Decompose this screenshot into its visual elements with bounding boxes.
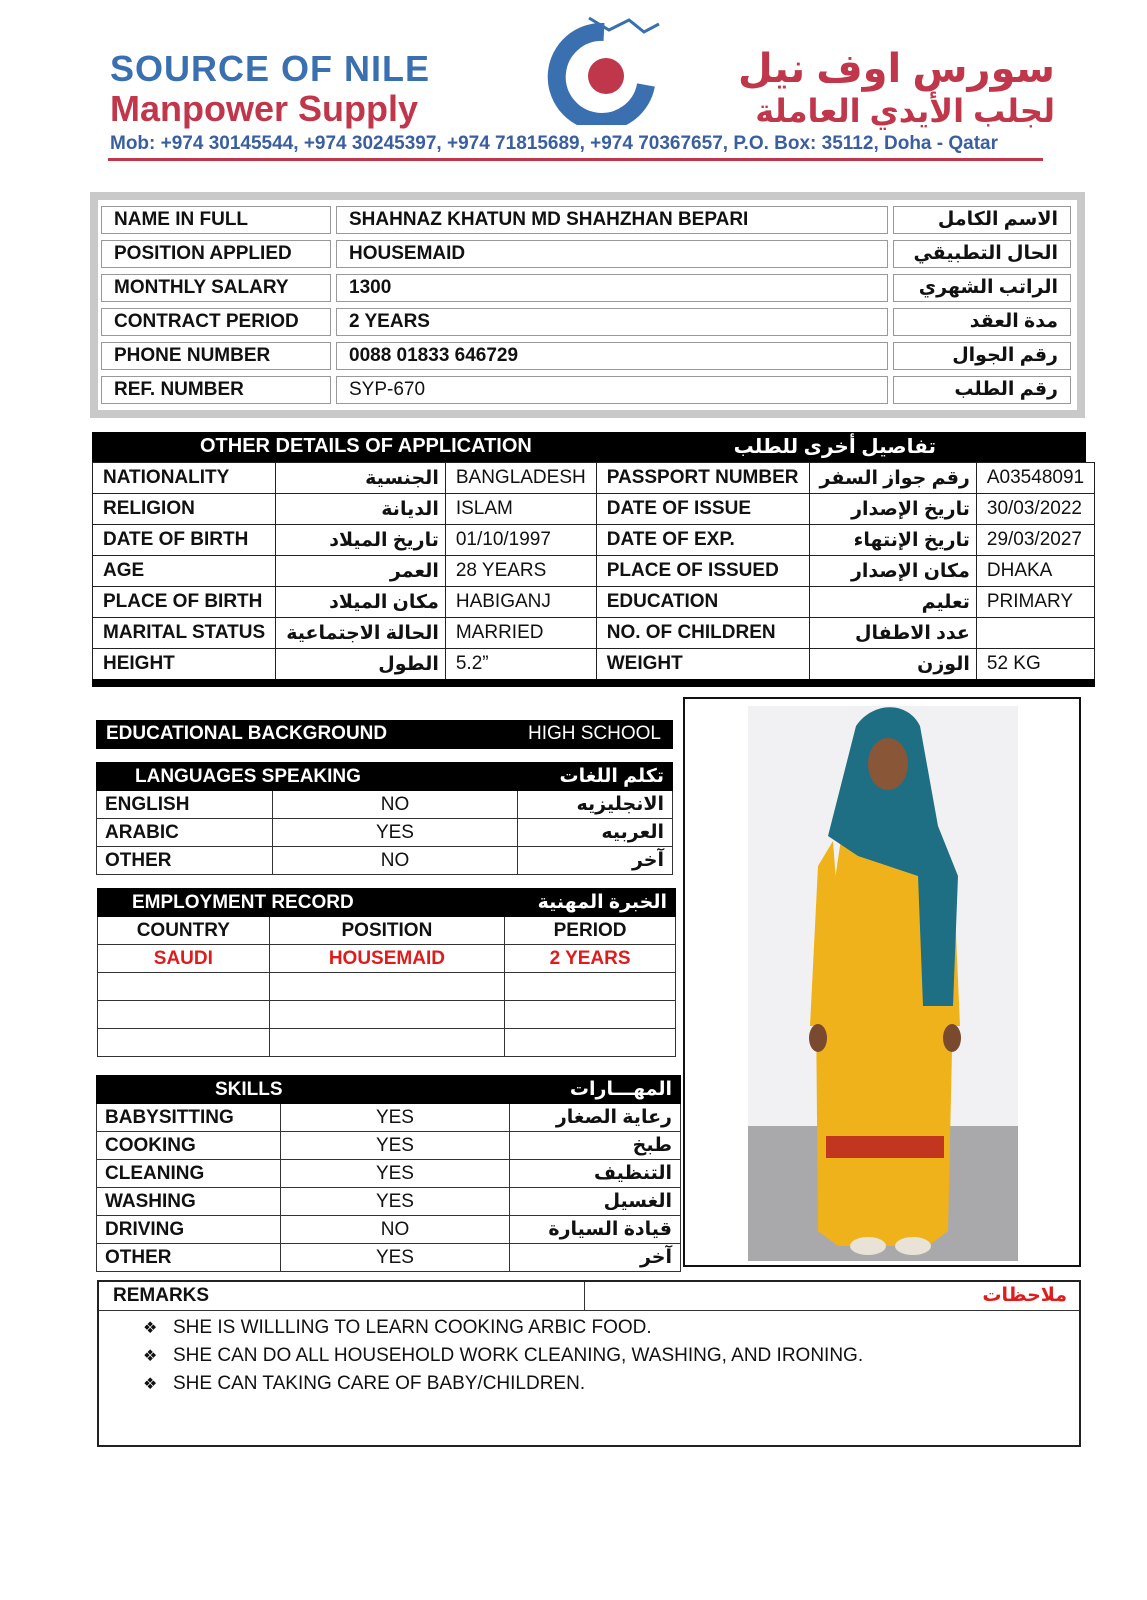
- info-label-ar: الراتب الشهري: [893, 274, 1071, 302]
- contact-line: Mob: +974 30145544, +974 30245397, +974 71815689, +974 70367657, P.O. Box: 35112, Doha - Qatar: [110, 133, 999, 154]
- skill-value: YES: [280, 1160, 509, 1188]
- detail-value: 52 KG: [976, 649, 1094, 684]
- info-value: 0088 01833 646729: [336, 342, 888, 370]
- info-row-phone: [98, 339, 1077, 373]
- employment-columns: [98, 917, 676, 945]
- detail-label-ar: تاريخ الإنتهاء: [809, 525, 976, 556]
- remark-text: SHE CAN TAKING CARE OF BABY/CHILDREN.: [173, 1373, 586, 1394]
- skill-name: DRIVING: [97, 1216, 281, 1244]
- info-label-ar: مدة العقد: [893, 308, 1071, 336]
- applicant-photo: [748, 706, 1018, 1261]
- detail-value: 29/03/2027: [976, 525, 1094, 556]
- table-row: [97, 791, 673, 819]
- detail-label-ar: رقم جواز السفر: [809, 463, 976, 494]
- detail-value: HABIGANJ: [445, 587, 596, 618]
- detail-value: 5.2”: [445, 649, 596, 684]
- remark-text: SHE CAN DO ALL HOUSEHOLD WORK CLEANING, WASHING, AND IRONING.: [173, 1345, 864, 1366]
- column-header: POSITION: [269, 917, 504, 945]
- detail-label: RELIGION: [93, 494, 276, 525]
- education-label: EDUCATIONAL BACKGROUND: [106, 723, 388, 744]
- skill-name-ar: رعاية الصغار: [510, 1104, 681, 1132]
- info-label: POSITION APPLIED: [101, 240, 331, 268]
- table-row: [98, 1029, 676, 1057]
- language-name-ar: العربيه: [518, 819, 673, 847]
- skill-name: COOKING: [97, 1132, 281, 1160]
- empty-cell: [98, 1001, 270, 1029]
- detail-label: DATE OF EXP.: [596, 525, 809, 556]
- detail-label-ar: تاريخ الإصدار: [809, 494, 976, 525]
- diamond-bullet-icon: ❖: [143, 1320, 158, 1337]
- detail-value: DHAKA: [976, 556, 1094, 587]
- skills-table: [96, 1075, 681, 1272]
- table-row: [93, 556, 1095, 587]
- education-value: HIGH SCHOOL: [527, 723, 661, 744]
- table-row: [97, 1104, 681, 1132]
- detail-label-ar: مكان الإصدار: [809, 556, 976, 587]
- column-header: PERIOD: [505, 917, 676, 945]
- detail-label: HEIGHT: [93, 649, 276, 684]
- education-bar: [96, 720, 673, 749]
- employment-period: 2 YEARS: [505, 945, 676, 973]
- table-row: [93, 463, 1095, 494]
- remarks-header: [99, 1282, 1079, 1311]
- empty-cell: [505, 1029, 676, 1057]
- detail-label: WEIGHT: [596, 649, 809, 684]
- language-name: ENGLISH: [97, 791, 273, 819]
- detail-value: [976, 618, 1094, 649]
- skill-value: YES: [280, 1244, 509, 1272]
- detail-label: EDUCATION: [596, 587, 809, 618]
- skill-value: YES: [280, 1188, 509, 1216]
- remarks-title: REMARKS: [113, 1285, 210, 1306]
- skill-name: OTHER: [97, 1244, 281, 1272]
- info-label-ar: رقم الجوال: [893, 342, 1071, 370]
- remarks-box: [97, 1280, 1081, 1447]
- list-item: [143, 1314, 863, 1342]
- table-row: [97, 1160, 681, 1188]
- detail-label: NO. OF CHILDREN: [596, 618, 809, 649]
- table-row: [97, 1244, 681, 1272]
- remarks-title-ar: ملاحظات: [982, 1285, 1067, 1306]
- info-value: HOUSEMAID: [336, 240, 888, 268]
- languages-header: [97, 763, 673, 791]
- table-row: [93, 587, 1095, 618]
- company-tagline-en: Manpower Supply: [110, 88, 419, 129]
- info-label-ar: الاسم الكامل: [893, 206, 1071, 234]
- empty-cell: [269, 1001, 504, 1029]
- list-item: [143, 1342, 863, 1370]
- employment-header: [98, 889, 676, 917]
- info-label-ar: رقم الطلب: [893, 376, 1071, 404]
- detail-label-ar: العمر: [276, 556, 446, 587]
- detail-label: PLACE OF ISSUED: [596, 556, 809, 587]
- detail-label: MARITAL STATUS: [93, 618, 276, 649]
- info-label: PHONE NUMBER: [101, 342, 331, 370]
- other-details-title-ar: تفاصيل أخرى للطلب: [733, 436, 936, 458]
- detail-label: PASSPORT NUMBER: [596, 463, 809, 494]
- info-row-ref: [98, 373, 1077, 407]
- detail-label-ar: الطول: [276, 649, 446, 684]
- employment-title: EMPLOYMENT RECORD: [98, 889, 505, 917]
- info-row-position: [98, 237, 1077, 271]
- table-row: [97, 1132, 681, 1160]
- detail-value: 30/03/2022: [976, 494, 1094, 525]
- remark-text: SHE IS WILLLING TO LEARN COOKING ARBIC FOOD.: [173, 1317, 652, 1338]
- detail-label: NATIONALITY: [93, 463, 276, 494]
- detail-label-ar: مكان الميلاد: [276, 587, 446, 618]
- column-header: COUNTRY: [98, 917, 270, 945]
- detail-label-ar: الحالة الاجتماعية: [276, 618, 446, 649]
- detail-value: 01/10/1997: [445, 525, 596, 556]
- detail-value: PRIMARY: [976, 587, 1094, 618]
- info-label: CONTRACT PERIOD: [101, 308, 331, 336]
- info-label: MONTHLY SALARY: [101, 274, 331, 302]
- skills-title-ar: المهـــارات: [510, 1076, 681, 1104]
- company-name-en: SOURCE OF NILE: [110, 48, 431, 89]
- table-row: [97, 819, 673, 847]
- info-label: REF. NUMBER: [101, 376, 331, 404]
- skill-name-ar: التنظيف: [510, 1160, 681, 1188]
- other-details-title: OTHER DETAILS OF APPLICATION: [200, 435, 532, 457]
- info-label-ar: الحال التطبيقي: [893, 240, 1071, 268]
- skills-title: SKILLS: [97, 1076, 510, 1104]
- table-row: [93, 525, 1095, 556]
- diamond-bullet-icon: ❖: [143, 1348, 158, 1365]
- detail-label-ar: تاريخ الميلاد: [276, 525, 446, 556]
- other-details-header: [92, 432, 1086, 462]
- detail-label-ar: الديانة: [276, 494, 446, 525]
- skill-value: YES: [280, 1104, 509, 1132]
- remarks-divider: [584, 1282, 585, 1310]
- company-logo: [534, 10, 674, 125]
- info-row-name: [98, 203, 1077, 237]
- empty-cell: [269, 973, 504, 1001]
- languages-table: [96, 762, 673, 875]
- info-row-salary: [98, 271, 1077, 305]
- info-value: 1300: [336, 274, 888, 302]
- language-name-ar: آخر: [518, 847, 673, 875]
- language-name: ARABIC: [97, 819, 273, 847]
- detail-label: DATE OF ISSUE: [596, 494, 809, 525]
- skill-name: BABYSITTING: [97, 1104, 281, 1132]
- language-name-ar: الانجليزيه: [518, 791, 673, 819]
- info-value: 2 YEARS: [336, 308, 888, 336]
- language-value: NO: [272, 847, 517, 875]
- table-row: [93, 494, 1095, 525]
- company-tagline-ar: لجلب الأيدي العاملة: [755, 93, 1055, 129]
- detail-label-ar: الوزن: [809, 649, 976, 684]
- detail-label-ar: عدد الاطفال: [809, 618, 976, 649]
- table-row: [98, 973, 676, 1001]
- detail-label: AGE: [93, 556, 276, 587]
- detail-value: BANGLADESH: [445, 463, 596, 494]
- detail-value: A03548091: [976, 463, 1094, 494]
- info-value: SHAHNAZ KHATUN MD SHAHZHAN BEPARI: [336, 206, 888, 234]
- table-row: [93, 618, 1095, 649]
- table-row: [97, 847, 673, 875]
- skill-value: NO: [280, 1216, 509, 1244]
- diamond-bullet-icon: ❖: [143, 1376, 158, 1393]
- language-value: YES: [272, 819, 517, 847]
- empty-cell: [98, 1029, 270, 1057]
- info-label: NAME IN FULL: [101, 206, 331, 234]
- info-value: SYP-670: [336, 376, 888, 404]
- employment-position: HOUSEMAID: [269, 945, 504, 973]
- table-row: [98, 945, 676, 973]
- detail-value: MARRIED: [445, 618, 596, 649]
- detail-label: DATE OF BIRTH: [93, 525, 276, 556]
- skill-value: YES: [280, 1132, 509, 1160]
- company-name-ar: سورس اوف نيل: [738, 47, 1055, 91]
- skills-header: [97, 1076, 681, 1104]
- empty-cell: [98, 973, 270, 1001]
- applicant-info-table: [98, 200, 1077, 410]
- languages-title-ar: تكلم اللغات: [518, 763, 673, 791]
- table-row: [98, 1001, 676, 1029]
- empty-cell: [505, 1001, 676, 1029]
- detail-label-ar: تعليم: [809, 587, 976, 618]
- table-row: [97, 1188, 681, 1216]
- remarks-list: [143, 1314, 863, 1398]
- empty-cell: [269, 1029, 504, 1057]
- header-divider: [108, 158, 1043, 161]
- skill-name-ar: قيادة السيارة: [510, 1216, 681, 1244]
- skill-name-ar: آخر: [510, 1244, 681, 1272]
- skill-name-ar: الغسيل: [510, 1188, 681, 1216]
- language-value: NO: [272, 791, 517, 819]
- detail-value: 28 YEARS: [445, 556, 596, 587]
- detail-label: PLACE OF BIRTH: [93, 587, 276, 618]
- info-row-contract: [98, 305, 1077, 339]
- empty-cell: [505, 973, 676, 1001]
- languages-title: LANGUAGES SPEAKING: [97, 763, 518, 791]
- list-item: [143, 1370, 863, 1398]
- detail-value: ISLAM: [445, 494, 596, 525]
- table-row: [97, 1216, 681, 1244]
- employment-country: SAUDI: [98, 945, 270, 973]
- employment-title-ar: الخبرة المهنية: [505, 889, 676, 917]
- language-name: OTHER: [97, 847, 273, 875]
- skill-name: CLEANING: [97, 1160, 281, 1188]
- employment-table: [97, 888, 676, 1057]
- detail-label-ar: الجنسية: [276, 463, 446, 494]
- table-row: [93, 649, 1095, 684]
- skill-name: WASHING: [97, 1188, 281, 1216]
- skill-name-ar: طبخ: [510, 1132, 681, 1160]
- other-details-table: [92, 462, 1095, 687]
